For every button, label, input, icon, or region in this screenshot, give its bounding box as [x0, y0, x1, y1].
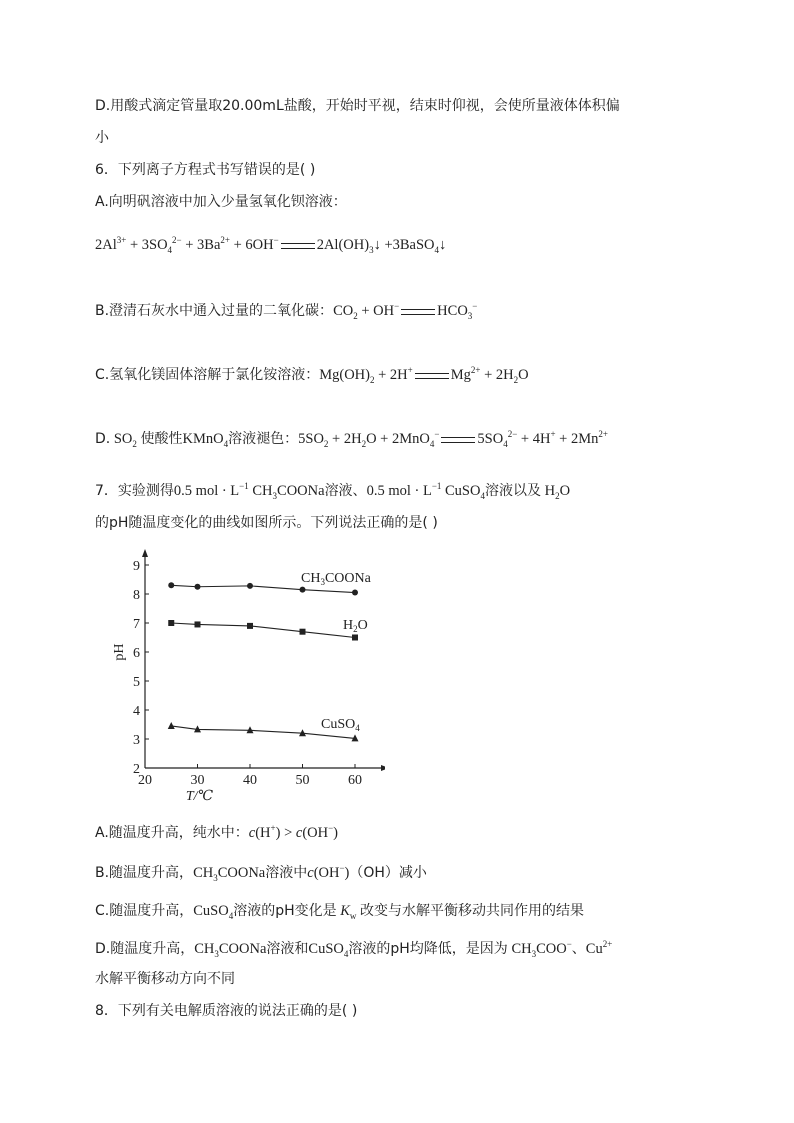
series-label-h2o: $H_2O$ [343, 618, 368, 634]
x-tick-label: 50 [295, 773, 310, 788]
q7-option-c-mid: 溶液的pH变化是 [233, 903, 337, 919]
q6-option-d-mid: 使酸性 [140, 431, 183, 447]
q7-stem-prefix: 7．实验测得 [95, 483, 174, 499]
q7-option-d-ion1: $CH_3COO^-$ [507, 939, 572, 959]
q7-option-c [95, 902, 584, 920]
q7-option-d-line2: 水解平衡移动方向不同 [95, 971, 235, 987]
q7-unit-b: 0.5 mol · L [366, 483, 432, 499]
x-axis-arrow [381, 765, 385, 771]
q7-option-d-mid3: 、 [571, 941, 586, 957]
q7-option-d-formula2: CuSO$_4$ [308, 941, 349, 959]
q6-option-c [95, 366, 529, 384]
q7-stem-mid2: 溶液以及 [484, 483, 541, 499]
q6-option-d [95, 430, 608, 448]
q6-option-d-suffix: 溶液褪色： [228, 431, 299, 447]
q7-option-b-mid: 溶液中 [265, 865, 308, 881]
chart-labels [112, 571, 372, 804]
q7-option-c-prefix: C.随温度升高， [95, 903, 194, 919]
q6-option-b-text: B.澄清石灰水中通入过量的二氧化碳： [95, 303, 334, 319]
q6-option-d-formula1: $SO_2$ [110, 431, 137, 449]
q7-option-d-mid2: 溶液的pH均降低，是因为 [348, 941, 508, 957]
q7-option-d-prefix: D.随温度升高， [95, 941, 195, 957]
q7-stem-line2: 的pH随温度变化的曲线如图所示。下列说法正确的是( ) [95, 515, 438, 531]
q5-option-d-line1: D.用酸式滴定管量取20.00mL盐酸，开始时平视，结束时仰视，会使所量液体体积偏 [95, 98, 620, 114]
y-tick-label: 9 [133, 559, 140, 574]
data-point [352, 635, 358, 641]
y-tick-label: 8 [133, 588, 140, 603]
x-tick-label: 20 [138, 773, 152, 788]
q7-conc-b: 0.5 mol · $L^{-1}$ CuSO$_4$ [366, 481, 485, 501]
q6-option-c-text: C.氢氧化镁固体溶解于氯化铵溶液： [95, 367, 320, 383]
q6-stem: 6．下列离子方程式书写错误的是( ) [95, 162, 316, 178]
data-point [247, 583, 253, 589]
data-point [168, 620, 174, 626]
q7-option-d-line1 [95, 940, 612, 958]
data-point [352, 590, 358, 596]
data-point [247, 623, 253, 629]
y-axis-label: pH [112, 643, 127, 661]
q7-option-b [95, 864, 427, 882]
q7-option-b-suffix: （OH）减小 [349, 865, 427, 881]
q7-option-c-formula: CuSO$_4$ [193, 903, 234, 921]
q5-option-d-line2: 小 [95, 130, 109, 146]
q7-conc-a: 0.5 mol · $L^{-1}$ $CH_3COONa$ [173, 481, 325, 501]
q7-option-d-formula1: $CH_3COONa$ [194, 941, 267, 959]
x-axis-label: T/℃ [185, 789, 214, 804]
q6-option-d-formula2: KMnO$_4$ [182, 431, 229, 449]
q7-option-b-prefix: B.随温度升高， [95, 865, 194, 881]
x-tick-label: 60 [348, 773, 362, 788]
q6-option-c-equation: $Mg(OH)_2 + 2H^+$ $Mg^{2+} + 2H_2O$ [319, 365, 529, 385]
q6-option-a-equation: $2Al^{3+} + 3SO_4^{2-} + 3Ba^{2+} + 6OH^-$ $2Al(OH)_3↓$ +3BaSO$_4$↓ [95, 235, 447, 255]
data-point [300, 587, 306, 593]
q6-option-d-prefix: D. [95, 431, 111, 447]
q7-option-a-expr: c(H+) > c(OH−) [248, 823, 339, 841]
x-tick-label: 40 [243, 773, 257, 788]
ph-temperature-chart [95, 548, 385, 810]
y-tick-label: 6 [133, 646, 140, 661]
q7-option-c-kw: $K_w$ [340, 903, 357, 921]
q6-option-b-equation: $CO_2 + OH^-$ $HCO_3^-$ [333, 301, 478, 321]
q6-option-d-equation: $5SO_2 + 2H_2O + 2MnO_4^-$ $5SO_4^{2-} + 4H^+ + 2Mn^{2+}$ [298, 429, 608, 449]
q7-option-a-prefix: A.随温度升高，纯水中： [95, 825, 249, 841]
series-label-cuso4: CuSO$_4$ [321, 717, 360, 733]
q7-unit-a: 0.5 mol · L [173, 483, 240, 499]
data-point [168, 582, 174, 588]
y-tick-label: 7 [133, 617, 140, 632]
y-tick-label: 3 [133, 733, 140, 748]
q7-water-formula: $H_2O$ [540, 483, 571, 501]
q7-stem-line1 [95, 482, 570, 500]
q7-option-c-suffix: 改变与水解平衡移动共同作用的结果 [360, 903, 585, 919]
data-point [168, 722, 175, 729]
q7-option-d-ion2: $Cu^{2+}$ [585, 939, 613, 957]
q7-stem-mid1: 溶液、 [324, 483, 367, 499]
q6-option-b [95, 302, 477, 320]
q8-stem: 8．下列有关电解质溶液的说法正确的是( ) [95, 1003, 358, 1019]
y-tick-label: 2 [133, 762, 140, 777]
data-point [195, 584, 201, 590]
data-point [300, 629, 306, 635]
y-tick-label: 4 [133, 704, 140, 719]
data-point [195, 621, 201, 627]
q7-option-b-expr: c(OH−) [307, 863, 350, 881]
q7-option-a [95, 824, 338, 842]
y-axis-arrow [142, 549, 148, 557]
q7-option-d-mid1: 溶液和 [266, 941, 309, 957]
q6-option-a: A.向明矾溶液中加入少量氢氧化钡溶液： [95, 194, 347, 210]
y-tick-label: 5 [133, 675, 140, 690]
x-tick-label: 30 [190, 773, 205, 788]
q7-option-b-formula: $CH_3COONa$ [193, 865, 266, 883]
series-label-ch3coona: $CH_3COONa$ [301, 571, 371, 587]
